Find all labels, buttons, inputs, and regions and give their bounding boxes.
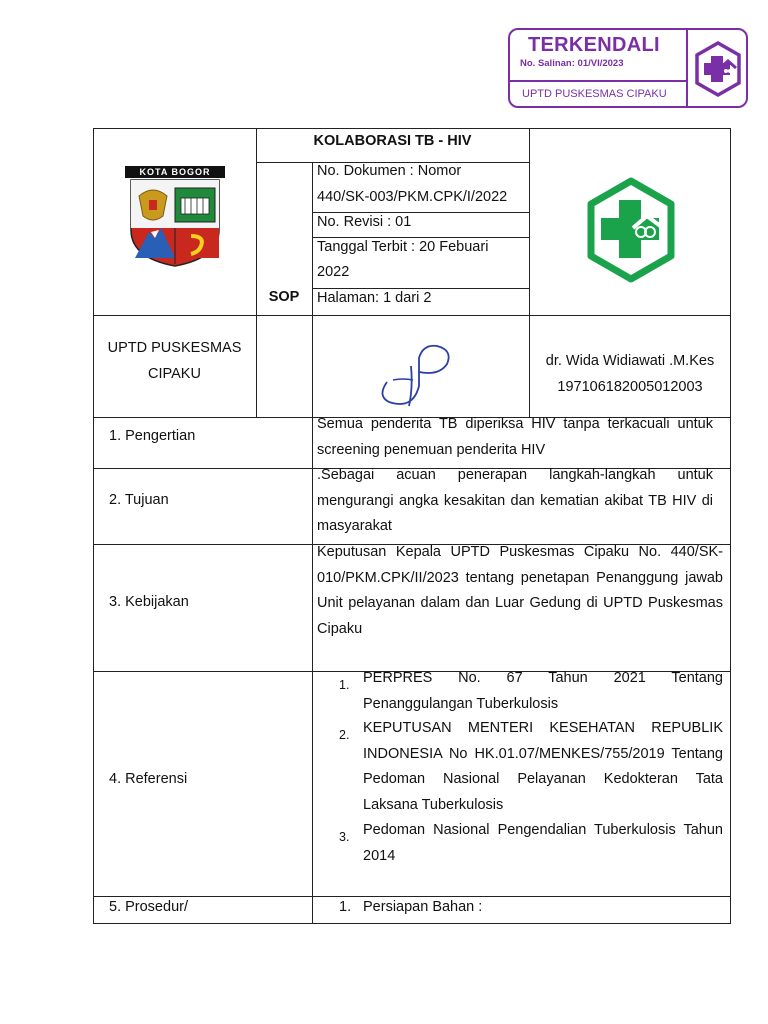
table-grid-line — [93, 315, 731, 316]
stamp-divider — [686, 30, 688, 106]
controlled-stamp — [508, 28, 748, 108]
list-item-number: 1. — [339, 899, 352, 915]
stamp-unit-name: UPTD PUSKESMAS CIPAKU — [522, 88, 667, 100]
section-label-tujuan: 2. Tujuan — [109, 492, 169, 508]
issue-date-year: 2022 — [317, 264, 350, 280]
table-border — [93, 923, 731, 924]
revision-number: No. Revisi : 01 — [317, 214, 412, 230]
section-text-kebijakan: Keputusan Kepala UPTD Puskesmas Cipaku No. 440/SK-010/PKM.CPK/II/2023 tentang penetapan Penanggung jawab Unit pelayanan dalam dan Luar Gedung di UPTD Puskesmas Cipaku — [317, 544, 723, 637]
table-grid-line — [256, 128, 257, 417]
section-label-prosedur: 5. Prosedur/ — [109, 899, 188, 915]
list-item-text: Persiapan Bahan : — [363, 899, 483, 915]
list-item-text: PERPRES No. 67 Tahun 2021 Tentang Penanggulangan Tuberkulosis — [363, 670, 723, 712]
signer-name: dr. Wida Widiawati .M.Kes — [545, 353, 715, 369]
puskesmas-stamp-icon — [694, 40, 742, 98]
list-item-number: 3. — [339, 830, 350, 844]
signer-nip: 197106182005012003 — [557, 379, 703, 395]
section-label-referensi: 4. Referensi — [109, 771, 188, 787]
table-border — [93, 128, 94, 924]
document-title: KOLABORASI TB - HIV — [313, 133, 472, 149]
organization-name-line1: UPTD PUSKESMAS — [107, 340, 242, 356]
section-label-pengertian: 1. Pengertian — [109, 428, 196, 444]
list-item-number: 1. — [339, 678, 350, 692]
kota-bogor-emblem-icon — [125, 166, 225, 268]
document-number-value: 440/SK-003/PKM.CPK/I/2022 — [317, 189, 508, 205]
stamp-divider — [510, 80, 686, 82]
section-text-pengertian: Semua penderita TB diperiksa HIV tanpa terkacuali untuk screening penemuan penderita HIV — [317, 416, 713, 458]
section-text-tujuan: .Sebagai acuan penerapan langkah-langkah untuk mengurangi angka kesakitan dan kematian akibat TB HIV di masyarakat — [317, 467, 713, 534]
section-label-kebijakan: 3. Kebijakan — [109, 594, 189, 610]
emblem-caption: KOTA BOGOR — [139, 167, 211, 177]
sop-label: SOP — [268, 289, 300, 305]
list-item-text: KEPUTUSAN MENTERI KESEHATAN REPUBLIK INDONESIA No HK.01.07/MENKES/755/2019 Tentang Pedoman Nasional Pelayanan Kedokteran Tata Laksana Tuberkulosis — [363, 720, 723, 813]
issue-date-label: Tanggal Terbit : 20 Febuari — [317, 239, 489, 255]
puskesmas-logo-icon — [583, 176, 679, 284]
list-item-number: 2. — [339, 728, 350, 742]
table-grid-line — [312, 162, 313, 417]
document-number-label: No. Dokumen : Nomor — [317, 163, 462, 179]
stamp-copy-number: No. Salinan: 01/VI/2023 — [520, 58, 624, 69]
sop-table — [93, 128, 731, 924]
table-border — [730, 128, 731, 924]
handwritten-signature — [373, 338, 463, 410]
stamp-title: TERKENDALI — [528, 34, 660, 56]
organization-name-line2: CIPAKU — [148, 366, 201, 382]
page-number: Halaman: 1 dari 2 — [317, 290, 432, 306]
list-item-text: Pedoman Nasional Pengendalian Tuberkulosis Tahun 2014 — [363, 822, 723, 864]
